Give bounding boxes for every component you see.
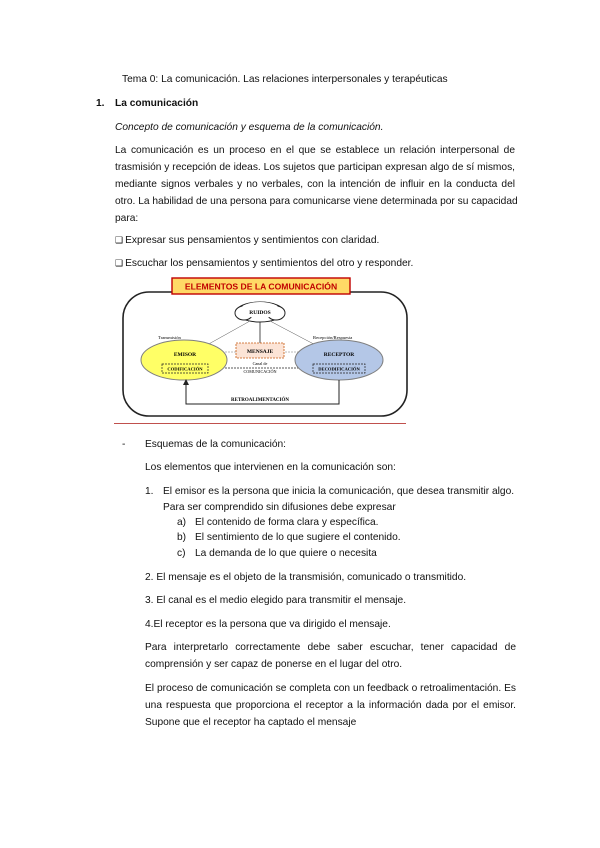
emisor-caption: Transmisión [158, 335, 181, 340]
intro-line: otro. La habilidad de una persona para comunicarse viene determinada por su capacidad [115, 196, 518, 207]
list-item: 4.El receptor es la persona que va dirigido el mensaje. [145, 619, 391, 630]
subitem-label: a) [177, 517, 187, 528]
subtitle: Concepto de comunicación y esquema de la comunicación. [115, 122, 384, 133]
section-title: La comunicación [115, 98, 199, 109]
checkbox-icon: ❑ [115, 259, 124, 269]
paragraph-line: Para interpretarlo correctamente debe saber escuchar, tener capacidad de [145, 642, 516, 653]
bullet-item [115, 234, 379, 248]
ruidos-label: RUIDOS [249, 310, 271, 316]
intro-line: trasmisión y recepción de ideas. Los sujetos que participan expresan algo de sí mismos, [115, 162, 515, 173]
esquemas-intro: Los elementos que intervienen en la comunicación son: [145, 462, 396, 473]
subitem-label: b) [177, 532, 187, 543]
subitem-text: El sentimiento de lo que sugiere el contenido. [195, 532, 401, 543]
canal-label-2: COMUNICACIÓN [243, 369, 277, 374]
subitem-label: c) [177, 548, 186, 559]
subitem-text: El contenido de forma clara y específica. [195, 517, 379, 528]
canal-label: Canal de [252, 361, 268, 366]
intro-line: mediante signos verbales y no verbales, con la intención de influir en la conducta del [115, 179, 515, 190]
paragraph-line: El proceso de comunicación se completa con un feedback o retroalimentación. Es [145, 683, 516, 694]
emisor-ellipse [141, 340, 227, 380]
list-number: 1. [145, 486, 154, 497]
receptor-ellipse [295, 340, 383, 380]
receptor-label: RECEPTOR [323, 352, 355, 358]
mensaje-label: MENSAJE [246, 349, 274, 355]
bullet-item [115, 257, 413, 271]
communication-diagram [120, 276, 410, 418]
checkbox-icon: ❑ [115, 236, 124, 246]
emisor-label: EMISOR [173, 352, 197, 358]
bullet-text: Expresar sus pensamientos y sentimientos con claridad. [125, 235, 380, 246]
list-item: Para ser comprendido sin difusiones debe expresar [163, 502, 396, 513]
bullet-text: Escuchar los pensamientos y sentimientos del otro y responder. [125, 258, 414, 269]
divider-rule [114, 423, 406, 424]
paragraph-line: una respuesta que proporciona el receptor a la información dada por el emisor. [145, 700, 516, 711]
paragraph-line: comprensión y ser capaz de ponerse en el lugar del otro. [145, 659, 403, 670]
esquemas-title: Esquemas de la comunicación: [145, 439, 287, 450]
subitem-text: La demanda de lo que quiere o necesita [195, 548, 377, 559]
receptor-caption: Recepción/Respuesta [313, 335, 353, 340]
decodificacion-label: DECODIFICACIÓN [318, 366, 360, 372]
paragraph-line: Supone que el receptor ha captado el mensaje [145, 717, 357, 728]
intro-line: La comunicación es un proceso en el que se establece un relación interpersonal de [115, 145, 515, 156]
dash-bullet: - [122, 439, 126, 450]
list-item: 2. El mensaje es el objeto de la transmisión, comunicado o transmitido. [145, 572, 467, 583]
section-number: 1. [96, 98, 105, 109]
list-item: 3. El canal es el medio elegido para transmitir el mensaje. [145, 595, 407, 606]
page-header: Tema 0: La comunicación. Las relaciones interpersonales y terapéuticas [122, 74, 448, 85]
retro-label: RETROALIMENTACIÓN [231, 398, 289, 403]
codificacion-label: CODIFICACIÓN [167, 366, 203, 372]
list-item: El emisor es la persona que inicia la comunicación, que desea transmitir algo. [163, 486, 515, 497]
intro-line: para: [115, 213, 139, 224]
diagram-title: ELEMENTOS DE LA COMUNICACIÓN [184, 281, 338, 292]
